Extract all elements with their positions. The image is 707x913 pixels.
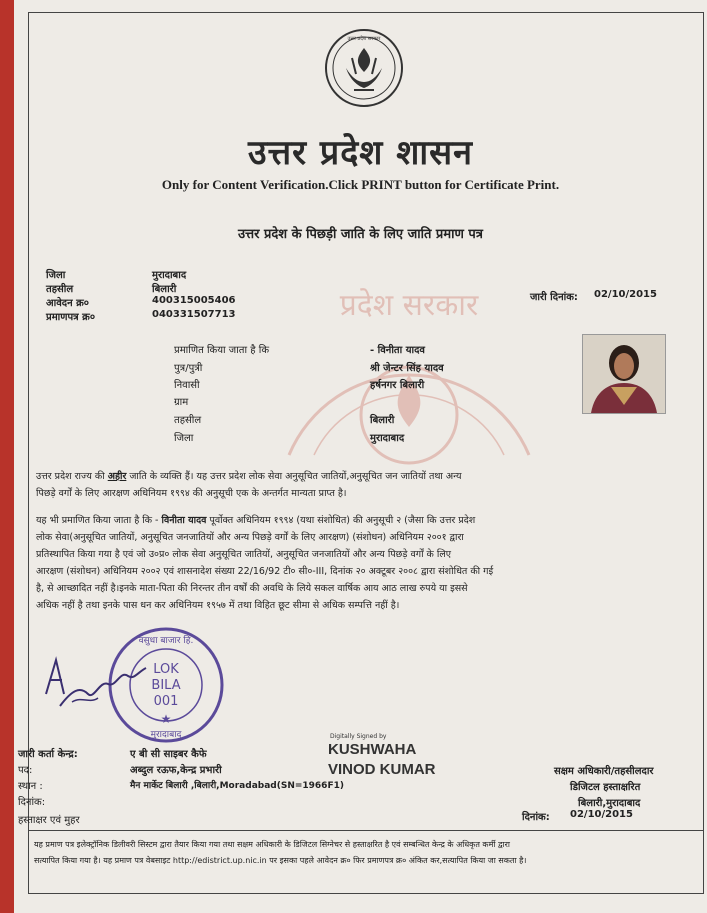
para2-line2: लोक सेवा(अनुसूचित जातियों, अनुसूचित जनजातियों और अन्य पिछड़े वर्गों के लिए आरक्षण) (संशोधन) अधिनियम २००१ द्वारा [36, 532, 464, 543]
para1-line2: पिछड़े वर्गों के लिए आरक्षण अधिनियम १९९४ की अनुसूची एक के अन्तर्गत मान्यता प्राप्त है। [36, 488, 347, 499]
tehsil-value: बिलारी [152, 284, 177, 295]
stamp-line1: LOK [153, 662, 179, 677]
certify-label: प्रमाणित किया जाता है कि [174, 345, 270, 356]
stamp-ring-bottom: मुरादाबाद [150, 730, 182, 740]
resident-value: हर्षनगर बिलारी [370, 380, 425, 391]
tehsil-label: तहसील [46, 284, 74, 295]
issue-date-value: 02/10/2015 [594, 289, 657, 300]
village-label: ग्राम [174, 397, 189, 408]
resident-label: निवासी [174, 380, 200, 391]
authority-line1: सक्षम अधिकारी/तहसीलदार [554, 766, 654, 777]
para2-line3: प्रतिस्थापित किया गया है एवं जो उ०प्र० लोक सेवा अनुसूचित जातियों, अनुसूचित जनजातियों और अन्य पिछड़े वर्गों के लिए [36, 549, 452, 560]
district-label: जिला [46, 270, 66, 281]
issuer-post-label: पद: [18, 765, 33, 776]
para2-line6: अधिक नहीं है तथा इनके पास धन कर अधिनियम १९५७ में तथा विहित छूट सीमा से अधिक सम्पत्ति नहीं है। [36, 600, 400, 611]
authority-date-value: 02/10/2015 [570, 809, 633, 820]
authority-line3: बिलारी,मुरादाबाद [578, 798, 641, 809]
certificate-sheet [14, 0, 707, 913]
footer-line2: सत्यापित किया गया है। यह प्रमाण पत्र वेबसाइट http://edistrict.up.nic.in पर इसका पहले आवेदन क्र० फिर प्रमाणपत्र क्र० अंकित कर,सत्यापित किया जा सकता है। [34, 856, 527, 865]
certificate-title: उत्तर प्रदेश के पिछड़ी जाति के लिए जाति प्रमाण पत्र [238, 227, 483, 242]
issuer-center-label: जारी कर्ता केन्द्र: [18, 749, 78, 760]
digital-signer-name-line2: VINOD KUMAR [328, 761, 436, 778]
certificate-number-label: प्रमाणपत्र क्र० [46, 312, 96, 323]
emblem-text: उत्तर प्रदेश सरकार [347, 36, 381, 42]
para1-text-b: जाति के व्यक्ति हैं। यह उत्तर प्रदेश लोक सेवा अनुसूचित जातियों,अनुसूचित जन जातियों तथा अन्य [126, 471, 462, 482]
authority-line2: डिजिटल हस्ताक्षरित [570, 782, 641, 793]
issuer-sign-label: हस्ताक्षर एवं मुहर [18, 815, 80, 826]
para2-text-b: पूर्वोक्त अधिनियम १९९४ (यथा संशोधित) की अनुसूची २ (जैसा कि उत्तर प्रदेश [206, 515, 476, 526]
stamp-line3: 001 [153, 694, 179, 709]
person-district-value: मुरादाबाद [370, 433, 405, 444]
issue-date-label: जारी दिनांक: [530, 292, 578, 303]
para2-person-name: विनीता यादव [161, 515, 207, 526]
stamp-ring-top: वसुधा बाजार हि. [138, 636, 194, 646]
svg-text:प्रदेश सरकार: प्रदेश सरकार [339, 288, 479, 323]
issuer-place-value: मैन मार्केट बिलारी ,बिलारी,Moradabad(SN=1966F1) [130, 781, 344, 791]
person-tehsil-value: बिलारी [370, 415, 395, 426]
district-value: मुरादाबाद [152, 270, 187, 281]
digital-sign-caption: Digitally Signed by [330, 733, 387, 740]
digital-signer-name-line1: KUSHWAHA [328, 741, 417, 758]
parent-name: श्री जेन्टर सिंह यादव [370, 363, 444, 374]
certificate-number-value: 040331507713 [152, 309, 236, 320]
stamp-line2: BILA [151, 678, 181, 693]
application-number-value: 400315005406 [152, 295, 236, 306]
authority-date-label: दिनांक: [522, 812, 550, 823]
issuer-place-label: स्थान : [18, 781, 43, 792]
person-name: - विनीता यादव [370, 345, 425, 356]
caste-declaration-paragraph [36, 468, 696, 502]
issuer-center-value: ए बी सी साइबर कैफे [130, 749, 207, 760]
para2-line4: आरक्षण (संशोधन) अधिनियम २००२ एवं शासनादेश संख्या 22/16/92 टी० सी०-III, दिनांक २० अक्टूबर २००८ द्वारा संशोधित की गई [36, 566, 494, 577]
issuer-date-label: दिनांक: [18, 797, 46, 808]
parent-label: पुत्र/पुत्री [174, 363, 203, 374]
verification-note: Only for Content Verification.Click PRINT button for Certificate Print. [161, 177, 560, 192]
para2-text-a: यह भी प्रमाणित किया जाता है कि - [36, 515, 162, 526]
para1-text-a: उत्तर प्रदेश राज्य की [36, 471, 108, 482]
footer-divider [28, 830, 704, 831]
issuer-post-value: अब्दुल रऊफ,केन्द्र प्रभारी [130, 765, 222, 776]
caste-name: अहीर [107, 471, 127, 482]
footer-line1: यह प्रमाण पत्र इलेक्ट्रॉनिक डिलीवरी सिस्टम द्वारा तैयार किया गया तथा सक्षम अधिकारी के डिजिटल सिग्नेचर से हस्ताक्षरित है एवं सम्बन्धित केन्द्र के अधिकृत कर्मी द्वारा [34, 840, 510, 849]
applicant-photo [582, 334, 666, 414]
para2-line5: है, से आच्छादित नहीं है।इनके माता-पिता की निरन्तर तीन वर्षों की अवधि के लिये सकल वार्षिक आय आठ लाख रुपये या इससे [36, 583, 468, 594]
person-district-label: जिला [174, 433, 194, 444]
creamy-layer-paragraph [36, 512, 696, 614]
person-tehsil-label: तहसील [174, 415, 202, 426]
application-number-label: आवेदन क्र० [46, 298, 90, 309]
handwritten-signature-icon [42, 650, 152, 710]
svg-text:★: ★ [160, 712, 172, 726]
page-title: उत्तर प्रदेश शासन [247, 133, 473, 173]
